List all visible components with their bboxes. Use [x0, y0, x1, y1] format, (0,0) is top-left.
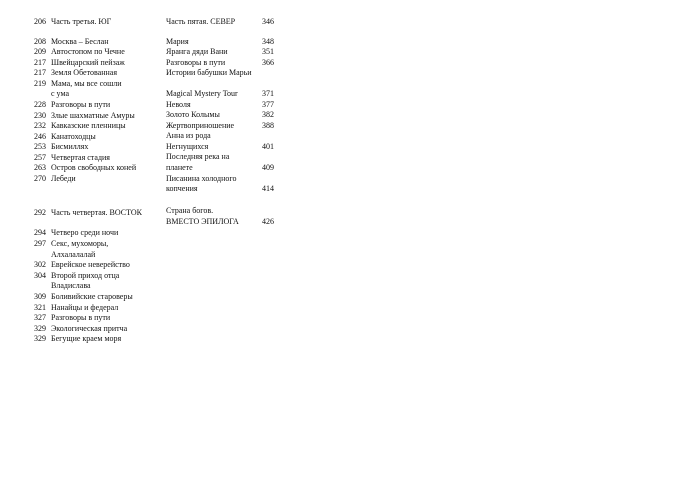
entry-title: планете	[166, 163, 193, 172]
entry-page-number: 232	[34, 121, 46, 130]
entry-title: Часть пятая. СЕВЕР	[166, 17, 236, 26]
entry-page-number: 348	[262, 37, 274, 46]
entry-title: Негнущихся	[166, 142, 209, 151]
entry-page-number: 366	[262, 58, 274, 67]
entry-title: Алхалалалай	[51, 250, 96, 259]
entry-title: Секс, мухоморы,	[51, 239, 109, 248]
entry-title: Владислава	[51, 281, 91, 290]
entry-title: Лебеди	[51, 174, 76, 183]
entry-title: Боливийские староверы	[51, 292, 133, 301]
entry-page-number: 321	[34, 303, 46, 312]
entry-title: Анна из рода	[166, 131, 211, 140]
entry-title: Остров свободных коней	[51, 163, 137, 172]
entry-title: Бегущие краем моря	[51, 334, 122, 343]
entry-page-number: 270	[34, 174, 46, 183]
entry-page-number: 294	[34, 228, 46, 237]
entry-page-number: 426	[262, 217, 274, 226]
entry-page-number: 217	[34, 68, 46, 77]
entry-title: Швейцарский пейзаж	[51, 58, 125, 67]
entry-page-number: 292	[34, 208, 46, 217]
entry-page-number: 209	[34, 47, 46, 56]
entry-title: Нанайцы и федерал	[51, 303, 119, 312]
entry-page-number: 230	[34, 111, 46, 120]
entry-title: Жертвоприношение	[166, 121, 235, 130]
entry-title: Золото Колымы	[166, 110, 220, 119]
entry-page-number: 206	[34, 17, 46, 26]
entry-title: с ума	[51, 89, 70, 98]
entry-page-number: 246	[34, 132, 46, 141]
entry-title: Мария	[166, 37, 189, 46]
entry-title: Москва – Беслан	[51, 37, 109, 46]
entry-title: Яранга дяди Вани	[166, 47, 228, 56]
entry-title: Часть четвертая. ВОСТОК	[51, 208, 142, 217]
entry-title: Magical Mystery Tour	[166, 89, 238, 98]
entry-page-number: 377	[262, 100, 274, 109]
entry-page-number: 329	[34, 334, 46, 343]
entry-title: Четвертая стадия	[51, 153, 110, 162]
entry-title: Канатоходцы	[51, 132, 96, 141]
entry-title: Злые шахматные Амуры	[51, 111, 135, 120]
entry-title: Еврейское неверейство	[51, 260, 130, 269]
entry-page-number: 371	[262, 89, 274, 98]
entry-title: Истории бабушки Марьи	[166, 68, 252, 77]
entry-page-number: 351	[262, 47, 274, 56]
entry-page-number: 346	[262, 17, 274, 26]
entry-title: Второй приход отца	[51, 271, 120, 280]
entry-page-number: 257	[34, 153, 46, 162]
entry-title: Последняя река на	[166, 152, 230, 161]
entry-title: Мама, мы все сошли	[51, 79, 122, 88]
entry-page-number: 297	[34, 239, 46, 248]
entry-page-number: 302	[34, 260, 46, 269]
entry-page-number: 382	[262, 110, 274, 119]
entry-title: Бисмиллях	[51, 142, 89, 151]
entry-title: Кавказские пленницы	[51, 121, 126, 130]
entry-title: Четверо среди ночи	[51, 228, 119, 237]
entry-title: Писанина холодного	[166, 174, 237, 183]
entry-page-number: 253	[34, 142, 46, 151]
entry-title: Экологическая притча	[51, 324, 128, 333]
entry-page-number: 329	[34, 324, 46, 333]
entry-title: Разговоры в пути	[166, 58, 226, 67]
entry-title: Неволя	[166, 100, 191, 109]
entry-title: Разговоры в пути	[51, 100, 111, 109]
entry-page-number: 401	[262, 142, 274, 151]
entry-title: Страна богов.	[166, 206, 214, 215]
entry-page-number: 228	[34, 100, 46, 109]
entry-page-number: 309	[34, 292, 46, 301]
entry-page-number: 219	[34, 79, 46, 88]
entry-page-number: 388	[262, 121, 274, 130]
entry-title: Автостопом по Чечне	[51, 47, 125, 56]
entry-page-number: 327	[34, 313, 46, 322]
entry-page-number: 263	[34, 163, 46, 172]
entry-page-number: 409	[262, 163, 274, 172]
entry-page-number: 304	[34, 271, 46, 280]
entry-page-number: 208	[34, 37, 46, 46]
entry-page-number: 217	[34, 58, 46, 67]
entry-title: Часть третья. ЮГ	[51, 17, 112, 26]
entry-title: копчения	[166, 184, 198, 193]
entry-page-number: 414	[262, 184, 274, 193]
entry-title: Земля Обетованная	[51, 68, 117, 77]
entry-title: Разговоры в пути	[51, 313, 111, 322]
entry-title: ВМЕСТО ЭПИЛОГА	[166, 217, 239, 226]
